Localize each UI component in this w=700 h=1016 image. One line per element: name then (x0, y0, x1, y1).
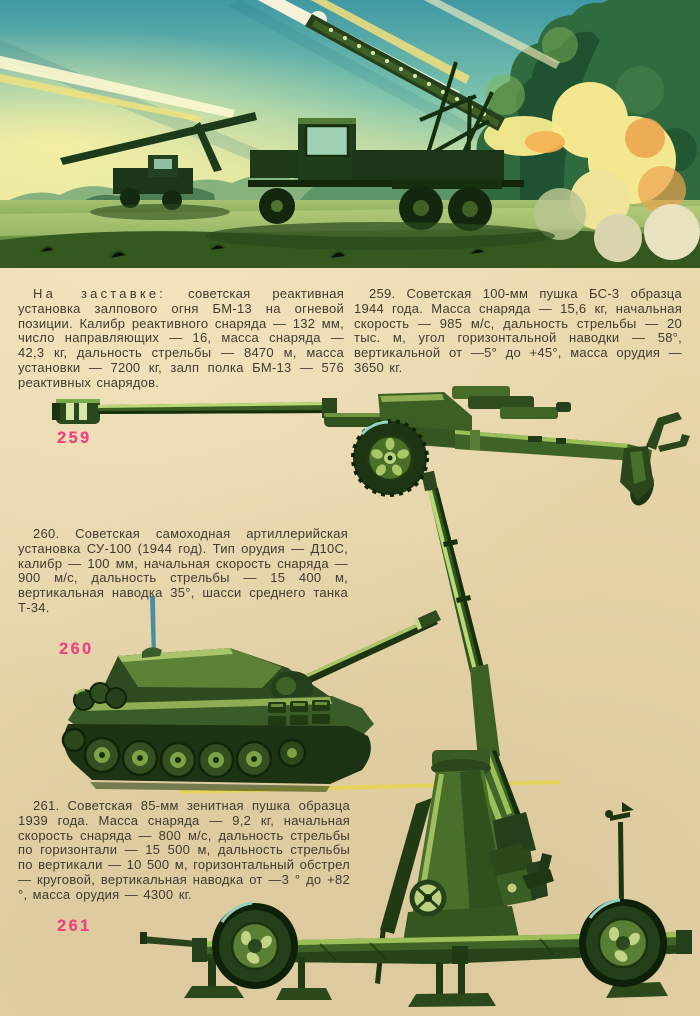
caption-item-259: 259. Советская 100-мм пушка БС-3 образца 1944 года. Масса снаряда — 15,6 кг, начальная скорость — 985 м/с, дальность стрельбы — 20 тыс. м, угол горизонтальной наводки — 58°, вертикальной от —5° до +45°, масса орудия — 3650 кг. (354, 286, 682, 375)
hero-illustration-bm13 (0, 0, 700, 268)
figure-label-259: 259 (57, 429, 92, 448)
caption-item-261: 261. Советская 85-мм зенитная пушка образца 1939 года. Масса снаряда — 9,2 кг, начальная скорость снаряда — 800 м/с, дальность стрельбы по горизонтали — 15 500 м, дальность стрельбы по вертикали — 10 500 м, горизонтальный обстрел — круговой, вертикальная наводка от —3 ° до +82 °, масса орудия — 4300 кг. (18, 798, 350, 902)
caption-item-260: 260. Советская самоходная артиллерийская установка СУ-100 (1944 год). Тип орудия — Д10С, калибр — 100 мм, начальная скорость снаряда — 900 м/с, дальность стрельбы — 15 400 м, вертикальная наводка 35°, шасси среднего танка Т-34. (18, 526, 348, 615)
figure-label-261: 261 (57, 917, 92, 936)
caption-intro-lead: На заставке: (33, 286, 167, 301)
figure-label-260: 260 (59, 640, 94, 659)
figure-259-bs3-gun (0, 386, 700, 508)
caption-intro-body: советская реактивная установка залпового огня БМ-13 на огневой позиции. Калибр реактивного снаряда — 132 мм, число направляющих — 16, масса снаряда — 42,3 кг, дальность стрельбы — 8470 м, масса установки — 7200 кг, залп полка БМ-13 — 576 реактивных снарядов. (18, 286, 344, 390)
figure-260-su100 (30, 592, 465, 800)
caption-intro (18, 287, 344, 391)
